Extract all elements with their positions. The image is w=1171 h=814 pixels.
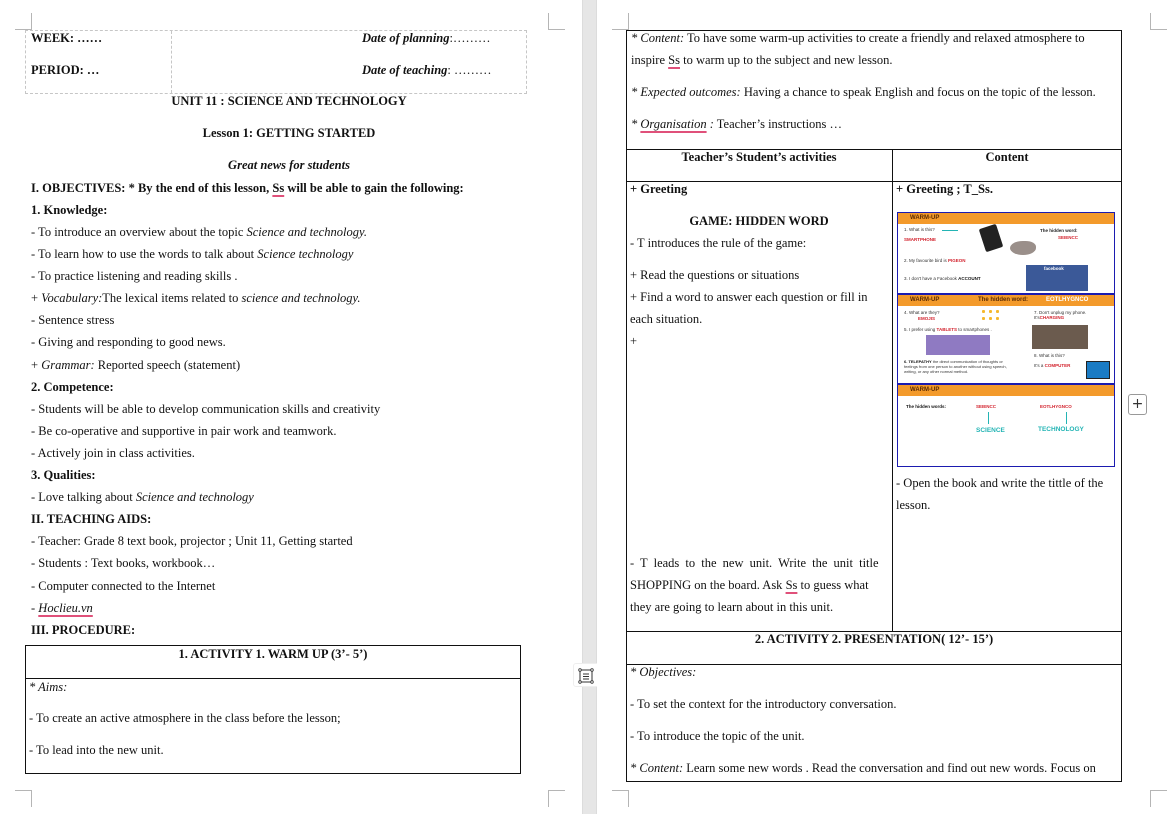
computer-image: [1086, 361, 1110, 379]
competence-item: - Actively join in class activities.: [31, 446, 195, 460]
arrow-icon: [942, 230, 958, 231]
objective-item: - To set the context for the introductory conversation.: [630, 697, 897, 711]
table-divider: [626, 181, 1122, 182]
week-label: WEEK: ……: [31, 31, 103, 45]
text-italic: Science and technology: [135, 490, 254, 504]
text: to smartphones .: [956, 327, 992, 332]
slide-question: [904, 258, 966, 263]
unit-title: UNIT 11 : SCIENCE AND TECHNOLOGY: [171, 94, 407, 108]
teaching-aid-item: [31, 600, 93, 616]
content-line: [630, 760, 1096, 776]
column-divider: [892, 149, 893, 631]
spell-flag-organisation[interactable]: Organisation: [640, 117, 707, 131]
text: COMPUTER: [1044, 363, 1071, 368]
lesson-subtitle: Great news for students: [228, 158, 350, 172]
page-corner-mark: [1150, 790, 1167, 807]
objectives-heading: [31, 180, 464, 196]
game-title: GAME: HIDDEN WORD: [689, 214, 829, 228]
competence-item: - Be co-operative and supportive in pair work and teamwork.: [31, 424, 337, 438]
text-italic: Science and technology.: [246, 225, 367, 239]
qualities-heading: 3. Qualities:: [31, 468, 96, 482]
knowledge-item: - To practice listening and reading skills .: [31, 269, 238, 283]
lead-line: [630, 577, 869, 593]
slide-header: [898, 295, 1114, 306]
objectives-heading-text: I. OBJECTIVES: * By the end of this lesson,: [31, 181, 273, 195]
outcomes-line: [631, 84, 1096, 100]
knowledge-item: [31, 246, 353, 262]
warmup-slide-2[interactable]: [897, 294, 1115, 384]
knowledge-item: - Sentence stress: [31, 313, 115, 327]
document-page-right: [597, 0, 1171, 814]
lead-line: they are going to learn about in this unit.: [630, 600, 834, 614]
slide-question: [1034, 310, 1104, 320]
open-book-line: lesson.: [896, 498, 931, 512]
text: *: [631, 117, 641, 131]
greeting-left: + Greeting: [630, 182, 688, 196]
text: :: [706, 117, 714, 131]
lesson-title: Lesson 1: GETTING STARTED: [202, 126, 376, 140]
slide-answer: [1034, 363, 1070, 368]
slide-hidden-word: EOTLHYGNCO: [1040, 404, 1072, 409]
text: ACCOUNT: [958, 276, 981, 281]
aim-item: - To create an active atmosphere in the class before the lesson;: [29, 711, 341, 725]
text: +: [31, 291, 42, 305]
slide-header: WARM-UP: [898, 385, 1114, 396]
text: 7. Don't unplug my phone. It's: [1034, 310, 1087, 320]
spell-flag-ss[interactable]: Ss: [272, 181, 285, 195]
text: to warm up to the subject and new lesson.: [679, 53, 893, 67]
text: -: [31, 601, 39, 615]
date-planning: [362, 30, 491, 46]
text: the direct communication of thoughts or feelings from one person to another without using speech, writing, or any other normal method.: [904, 359, 1007, 374]
text: 6. TELEPATHY: [904, 359, 932, 364]
organisation-line: [631, 116, 842, 132]
table-divider: [25, 678, 521, 679]
warmup-slide-1[interactable]: [897, 212, 1115, 294]
knowledge-item: [31, 224, 367, 240]
activity1-title: 1. ACTIVITY 1. WARM UP (3’- 5’): [178, 647, 368, 661]
outcomes-label: * Expected outcomes:: [631, 85, 741, 99]
content-label: * Content:: [630, 761, 684, 775]
knowledge-item: [31, 357, 240, 373]
layout-options-icon: [577, 667, 595, 685]
date-planning-value: :………: [449, 31, 491, 45]
slide-hidden-label: The hidden words:: [906, 404, 946, 409]
add-row-button[interactable]: +: [1128, 394, 1147, 415]
slide-hidden-word: SEIENCC: [1058, 235, 1079, 240]
text: It's a: [1034, 363, 1045, 368]
teaching-aid-item: - Students : Text books, workbook…: [31, 556, 216, 570]
text-italic: Vocabulary:: [41, 291, 103, 305]
objectives-heading-text: will be able to gain the following:: [284, 181, 464, 195]
facebook-image: [1026, 265, 1088, 291]
text: 3. I don't have a Facebook: [904, 276, 959, 281]
text: facebook: [1044, 266, 1064, 271]
page-corner-mark: [548, 13, 565, 30]
text: WARM-UP: [910, 297, 940, 303]
content-line: [631, 52, 892, 68]
document-page-left: [0, 0, 582, 814]
period-label: PERIOD: …: [31, 63, 100, 77]
page-corner-mark: [15, 790, 32, 807]
column-header-activities: Teacher’s Student’s activities: [681, 150, 837, 164]
text: to guess what: [797, 578, 869, 592]
page-corner-mark: [1150, 13, 1167, 30]
competence-heading: 2. Competence:: [31, 380, 114, 394]
rule-intro: - T introduces the rule of the game:: [630, 236, 807, 250]
slide-hidden-word: SEIENCC: [976, 404, 997, 409]
text: The lexical items related to: [102, 291, 242, 305]
aims-label: * Aims:: [29, 680, 68, 694]
aim-item: - To lead into the new unit.: [29, 743, 164, 757]
date-teaching: [362, 62, 492, 78]
knowledge-heading: 1. Knowledge:: [31, 203, 108, 217]
objectives-label: * Objectives:: [630, 665, 697, 679]
text: 2. My favourite bird is: [904, 258, 949, 263]
arrow-down-icon: [1066, 412, 1067, 424]
text: PIGEON: [948, 258, 966, 263]
slide-question: [904, 327, 992, 332]
slide-header: WARM-UP: [898, 213, 1114, 224]
text: EOTLHYGNCO: [1046, 297, 1089, 303]
text-italic: Science technology: [257, 247, 354, 261]
date-planning-label: Date of planning: [362, 31, 450, 45]
teaching-aid-item: - Computer connected to the Internet: [31, 579, 216, 593]
text: Having a chance to speak English and focus on the topic of the lesson.: [740, 85, 1096, 99]
page-corner-mark: [15, 13, 32, 30]
slide-answer: SMARTPHONE: [904, 237, 937, 242]
slide-question: 8. What is this?: [1034, 353, 1065, 358]
objective-item: - To introduce the topic of the unit.: [630, 729, 805, 743]
slide-answer: EMOJIS: [918, 316, 936, 321]
arrow-down-icon: [988, 412, 989, 424]
page-gutter-scroll: [582, 0, 597, 814]
pigeon-image: [1010, 241, 1036, 255]
charging-phone-image: [1032, 325, 1088, 349]
slide-answer-word: SCIENCE: [976, 427, 1005, 434]
text-italic: Grammar:: [41, 358, 95, 372]
text: The hidden word:: [978, 297, 1028, 303]
text: To have some warm-up activities to create a friendly and relaxed atmosphere to: [684, 31, 1085, 45]
table-divider: [626, 664, 1122, 665]
text: - To learn how to use the words to talk about: [31, 247, 258, 261]
slide-question: 4. What are they?: [904, 310, 940, 315]
text: TABLETS: [936, 327, 957, 332]
lead-line: - T leads to the new unit. Write the unit title: [630, 556, 879, 570]
rule-item: +: [630, 334, 638, 348]
content-label: * Content:: [631, 31, 685, 45]
text: SHOPPING on the board. Ask: [630, 578, 786, 592]
rule-item: + Read the questions or situations: [630, 268, 800, 282]
page-corner-mark: [612, 13, 629, 30]
knowledge-item: [31, 290, 361, 306]
date-teaching-label: Date of teaching: [362, 63, 448, 77]
text: CHARGING: [1039, 315, 1065, 320]
smartphone-image: [979, 224, 1004, 252]
teaching-aids-heading: II. TEACHING AIDS:: [31, 512, 152, 526]
content-line: [631, 30, 1085, 46]
qualities-item: [31, 489, 254, 505]
text-italic: science and technology.: [241, 291, 361, 305]
column-header-content: Content: [985, 150, 1029, 164]
text: Teacher’s instructions …: [713, 117, 843, 131]
greeting-right: + Greeting ; T_Ss.: [896, 182, 993, 196]
tablets-image: [926, 335, 990, 355]
text: - Love talking about: [31, 490, 136, 504]
spell-flag-ss[interactable]: Ss: [668, 53, 680, 67]
activity2-title: 2. ACTIVITY 2. PRESENTATION( 12’- 15’): [754, 632, 994, 646]
emojis-image: [980, 308, 1002, 322]
slide-question: [904, 359, 1014, 374]
teaching-aid-item: - Teacher: Grade 8 text book, projector ; Unit 11, Getting started: [31, 534, 353, 548]
page-corner-mark: [612, 790, 629, 807]
slide-answer-word: TECHNOLOGY: [1038, 426, 1084, 433]
hoclieu-link[interactable]: Hoclieu.vn: [38, 601, 93, 615]
spell-flag-ss[interactable]: Ss: [785, 578, 798, 592]
rule-item: + Find a word to answer each question or fill in: [630, 290, 868, 304]
text: 5. I prefer using: [904, 327, 937, 332]
text: Learn some new words . Read the conversation and find out new words. Focus on: [683, 761, 1096, 775]
knowledge-item: - Giving and responding to good news.: [31, 335, 226, 349]
text: inspire: [631, 53, 669, 67]
slide-question: 1. What is this?: [904, 227, 935, 232]
text: Reported speech (statement): [94, 358, 241, 372]
open-book-line: - Open the book and write the tittle of the: [896, 476, 1104, 490]
date-teaching-value: : ………: [447, 63, 492, 77]
slide-hidden-label: The hidden word:: [1040, 228, 1078, 233]
slide-question: [904, 276, 981, 281]
competence-item: - Students will be able to develop communication skills and creativity: [31, 402, 381, 416]
text: - To introduce an overview about the topic: [31, 225, 247, 239]
text: +: [31, 358, 42, 372]
procedure-heading: III. PROCEDURE:: [31, 623, 136, 637]
rule-item: each situation.: [630, 312, 703, 326]
page-corner-mark: [548, 790, 565, 807]
warmup-slide-3[interactable]: [897, 384, 1115, 467]
